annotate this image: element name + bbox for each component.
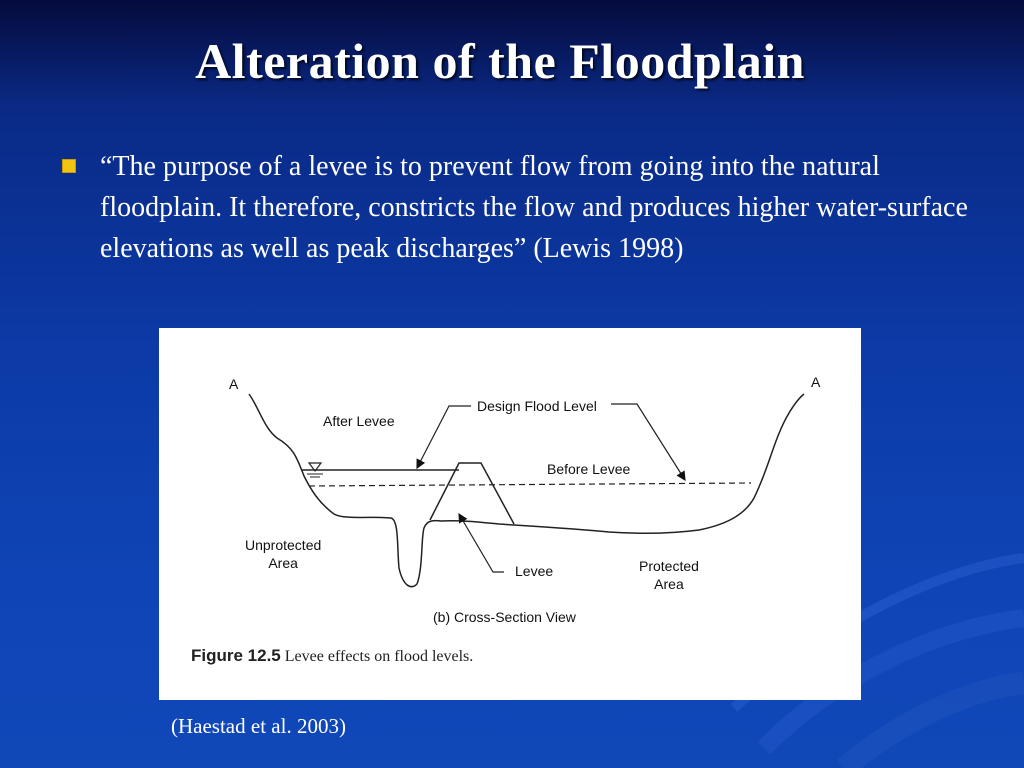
- label-after-levee: After Levee: [323, 413, 395, 429]
- label-unprotected-area: Unprotected Area: [245, 537, 322, 571]
- levee-figure: [159, 328, 861, 700]
- bullet-square-icon: [62, 159, 76, 173]
- before-levee-water-line: [309, 483, 751, 486]
- label-levee: Levee: [515, 563, 554, 579]
- label-before-levee: Before Levee: [547, 461, 631, 477]
- cross-section-diagram: [159, 328, 861, 700]
- figure-number: Figure 12.5: [191, 646, 281, 665]
- label-cross-section-view: (b) Cross-Section View: [433, 609, 576, 625]
- label-design-flood-level: Design Flood Level: [477, 398, 597, 414]
- levee-shape: [430, 463, 514, 524]
- label-a-right: A: [811, 374, 821, 390]
- figure-caption-text: Levee effects on flood levels.: [284, 648, 474, 665]
- label-protected-area: Protected Area: [639, 558, 699, 592]
- label-a-left: A: [229, 376, 239, 392]
- design-flood-leader-left: [417, 406, 471, 468]
- source-citation: (Haestad et al. 2003): [171, 714, 346, 738]
- quote-text: “The purpose of a levee is to prevent flow from going into the natural floodplain. It therefore, constricts the flow and produces higher water-surface elevations as well as peak discharges” (Lewis 1998): [100, 151, 968, 264]
- slide-title: Alteration of the Floodplain: [195, 33, 805, 89]
- figure-caption: [191, 646, 473, 666]
